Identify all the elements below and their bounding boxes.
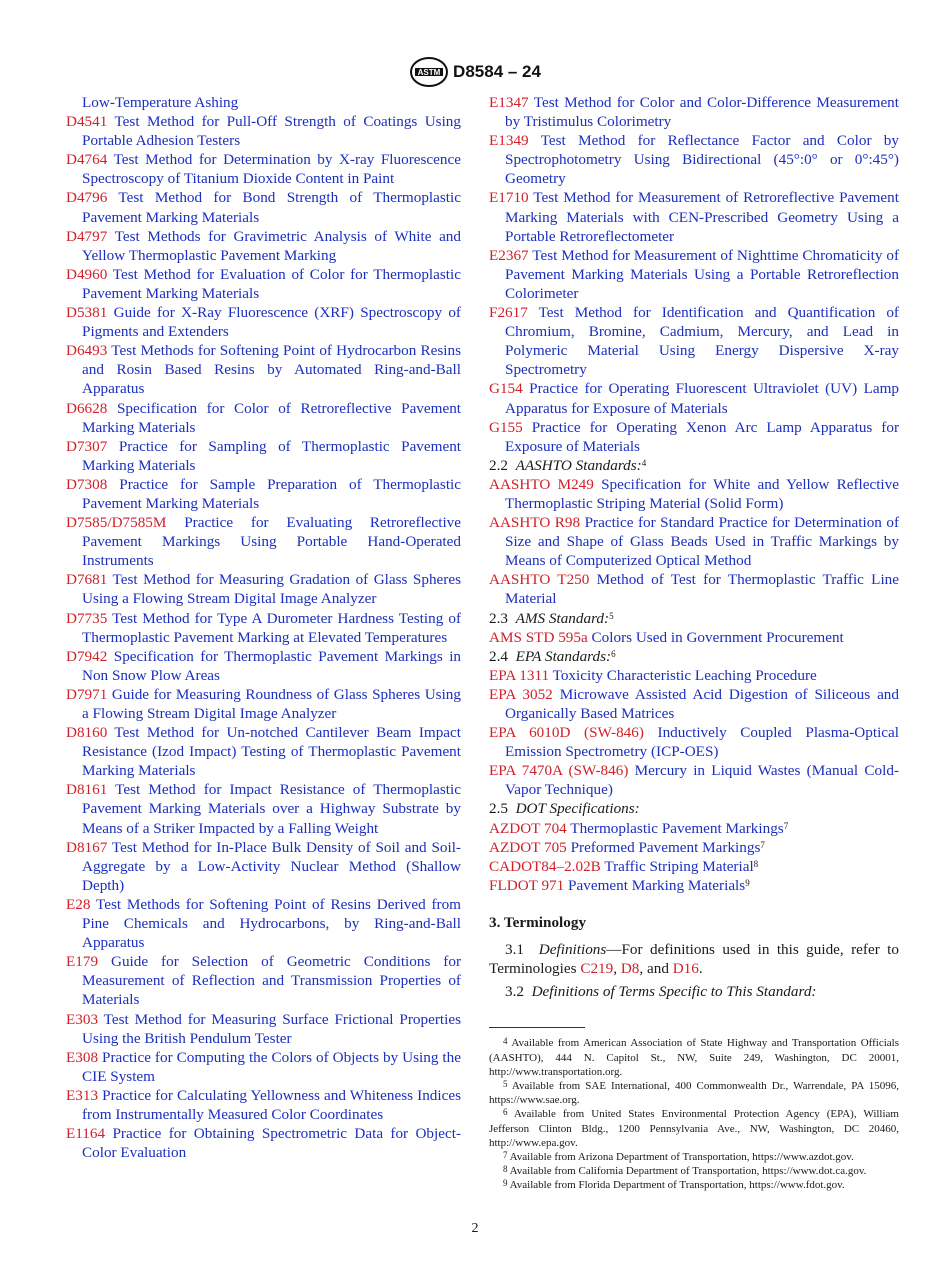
aashto-reference-list [489,475,899,609]
reference-title-link[interactable]: Inductively Coupled Plasma-Optical Emission Spectrometry (ICP-OES) [505,724,900,761]
reference-code-link[interactable]: D8160 [66,724,108,742]
reference-entry [489,475,899,513]
reference-code-link[interactable]: E308 [66,1048,99,1066]
reference-entry [489,666,899,685]
link-c219[interactable]: C219 [580,960,614,978]
reference-code-link[interactable]: AZDOT 705 [489,838,567,856]
reference-code-link[interactable]: E2367 [489,246,529,264]
reference-title-link[interactable]: Practice for Operating Fluorescent Ultraviolet (UV) Lamp Apparatus for Exposure of Materials [505,380,899,417]
reference-entry [489,838,899,857]
reference-title-link[interactable]: Test Method for Pull-Off Strength of Coatings Using Portable Adhesion Testers [82,113,461,150]
reference-title-link[interactable]: Test Method for Type A Durometer Hardness Testing of Thermoplastic Pavement Marking at Elevated Temperatures [82,609,461,646]
reference-code-link[interactable]: E1164 [66,1125,106,1143]
reference-title-link[interactable]: Test Method for Measurement of Nighttime Chromaticity of Pavement Marking Materials Using a Portable Retroreflection Colorimeter [505,246,899,302]
reference-entry [66,685,461,723]
footnote [489,1178,899,1192]
reference-code-link[interactable]: D4796 [66,189,108,207]
reference-title-link[interactable]: Traffic Striping Material [604,857,754,875]
reference-title-link[interactable]: Test Method for Measuring Gradation of Glass Spheres Using a Flowing Stream Digital Image Analyzer [82,571,461,608]
reference-code-link[interactable]: AZDOT 704 [489,819,567,837]
reference-code-link[interactable]: D4764 [66,151,108,169]
reference-entry [66,399,461,437]
reference-entry [66,838,461,895]
reference-code-link[interactable]: D5381 [66,304,108,322]
reference-entry [489,246,899,303]
reference-entry [66,895,461,952]
reference-code-link[interactable]: AMS STD 595a [489,628,588,646]
epa-reference-list [489,666,899,800]
reference-title-link[interactable]: Guide for Selection of Geometric Conditions for Measurement of Reflection and Transmission Properties of Materials [82,953,462,1009]
astm-reference-list [489,93,899,456]
reference-entry [489,628,899,647]
reference-title-link[interactable]: Colors Used in Government Procurement [591,628,844,646]
reference-title-link[interactable]: Test Method for Un-notched Cantilever Beam Impact Resistance (Izod Impact) Testing of Thermoplastic Pavement Marking Materials [82,724,461,780]
reference-entry [489,131,899,188]
reference-code-link[interactable]: FLDOT 971 [489,876,565,894]
footnote-text: Available from United States Environmental Protection Agency (EPA), William Jefferson Clinton Bldg., 1200 Pennsylvania Ave., NW, Washington, DC 20460, http://www.epa.gov. [489,1108,899,1149]
reference-title-link[interactable]: Mercury in Liquid Wastes (Manual Cold-Vapor Technique) [505,762,899,799]
footnote-number: 7 [503,1149,508,1160]
reference-title-link[interactable]: Test Methods for Gravimetric Analysis of White and Yellow Thermoplastic Pavement Marking [82,227,461,264]
reference-title-link[interactable]: Specification for Thermoplastic Pavement Markings in Non Snow Plow Areas [82,647,462,684]
reference-entry [66,265,461,303]
astm-logo-text: ASTM [417,68,441,77]
footnote-marker: 8 [753,858,759,869]
footnote-marker: 5 [609,610,614,621]
reference-code-link[interactable]: D7681 [66,571,108,589]
reference-entry [489,188,899,245]
reference-title-link[interactable]: Test Method for Bond Strength of Thermoplastic Pavement Marking Materials [82,189,461,226]
reference-entry [66,1048,461,1086]
reference-entry [489,723,899,761]
reference-title-link[interactable]: Test Method for Identification and Quantification of Chromium, Bromine, Cadmium, Mercury, and Lead in Polymeric Material Using Energy Dispersive X-ray Spectrometry [505,304,899,379]
reference-title-link[interactable]: Specification for Color of Retroreflective Pavement Marking Materials [82,399,462,436]
epa-heading: 2.4 EPA Standards:$^6$ [489,647,616,665]
reference-title-link[interactable]: Toxicity Characteristic Leaching Procedure [552,666,817,684]
section-heading-terminology: 3. Terminology [489,913,587,931]
right-column [489,93,899,1193]
footnote [489,1150,899,1164]
reference-title-link[interactable]: Specification for White and Yellow Reflective Thermoplastic Striping Material (Solid Form) [505,475,899,512]
reference-entry [66,952,461,1009]
reference-code-link[interactable]: D8167 [66,838,108,856]
reference-title-link[interactable]: Test Method for Measurement of Retroreflective Pavement Marking Materials with CEN-Prescribed Geometry Using a Portable Retroreflectometer [505,189,899,245]
left-reference-list [66,112,461,1162]
ams-heading: 2.3 AMS Standard:$^5$ [489,609,614,627]
page-header [0,56,950,88]
reference-entry [66,475,461,513]
reference-code-link[interactable]: D7585/D7585M [66,514,167,532]
footnote-divider [489,1027,585,1028]
reference-title-link[interactable]: Preformed Pavement Markings [570,838,761,856]
footnote-number: 9 [503,1178,508,1189]
reference-code-link[interactable]: E28 [66,895,91,913]
reference-code-link[interactable]: E1349 [489,132,529,150]
reference-entry [66,1086,461,1124]
footnote-text: Available from California Department of Transportation, https://www.dot.ca.gov. [509,1165,867,1178]
reference-code-link[interactable]: EPA 3052 [489,685,553,703]
link-d16[interactable]: D16 [672,960,699,978]
footnote-text: Available from American Association of State Highway and Transportation Officials (AASHTO), 444 N. Capitol St., NW, Suite 249, Washington, DC 20001, http://www.transportation.org. [489,1037,899,1078]
footnote-text: Available from Arizona Department of Transportation, https://www.azdot.gov. [509,1150,854,1163]
reference-title-link[interactable]: Guide for Measuring Roundness of Glass Spheres Using a Flowing Stream Digital Image Analyzer [82,685,461,722]
reference-entry [66,647,461,685]
reference-entry [66,188,461,226]
aashto-heading: 2.2 AASHTO Standards:$^4$ [489,456,647,474]
reference-title-link[interactable]: Practice for Sampling of Thermoplastic Pavement Marking Materials [82,437,462,474]
reference-code-link[interactable]: AASHTO M249 [489,475,594,493]
footnote-number: 5 [503,1078,508,1089]
reference-code-link[interactable]: D7308 [66,475,108,493]
reference-title-link[interactable]: Practice for Sample Preparation of Thermoplastic Pavement Marking Materials [82,475,462,512]
reference-title-link[interactable]: Guide for X-Ray Fluorescence (XRF) Spectroscopy of Pigments and Extenders [82,304,461,341]
reference-code-link[interactable]: D4797 [66,227,108,245]
reference-code-link[interactable]: D7942 [66,647,108,665]
reference-code-link[interactable]: AASHTO T250 [489,571,590,589]
reference-entry [66,723,461,780]
reference-code-link[interactable]: G154 [489,380,523,398]
reference-entry [66,1010,461,1048]
footnote-marker: 7 [783,820,789,831]
reference-code-link[interactable]: D7971 [66,685,108,703]
reference-entry [66,1124,461,1162]
reference-title-link[interactable]: Test Method for Impact Resistance of Thermoplastic Pavement Marking Materials over a Highway Substrate by Means of a Striker Impacted by a Falling Weight [82,781,461,837]
reference-entry [489,685,899,723]
page-number: 2 [471,1221,479,1236]
footnote [489,1164,899,1178]
reference-code-link[interactable]: D6628 [66,399,108,417]
reference-entry [489,876,899,895]
reference-title-link[interactable]: Test Method for Determination by X-ray Fluorescence Spectroscopy of Titanium Dioxide Content in Paint [82,151,461,188]
reference-code-link[interactable]: D8161 [66,781,108,799]
reference-entry [489,761,899,799]
reference-code-link[interactable]: F2617 [489,304,528,322]
reference-title-link[interactable]: Practice for Calculating Yellowness and Whiteness Indices from Instrumentally Measured Color Coordinates [82,1086,461,1123]
reference-title-link[interactable]: Test Methods for Softening Point of Resins Derived from Pine Chemicals and Hydrocarbons, by Ring-and-Ball Apparatus [82,895,461,952]
footnote-marker: 6 [611,648,616,659]
footnote-marker: 4 [641,457,647,468]
reference-title-link[interactable]: Practice for Standard Practice for Determination of Size and Shape of Glass Beads Used in Traffic Markings by Means of Computerized Optical Method [505,514,900,570]
footnote-number: 6 [503,1107,508,1118]
reference-code-link[interactable]: AASHTO R98 [489,514,581,532]
footnote-number: 8 [503,1164,508,1175]
reference-title-link[interactable]: Thermoplastic Pavement Markings [570,819,784,837]
reference-code-link[interactable]: E1710 [489,189,529,207]
reference-entry [66,341,461,398]
footnote-marker: 9 [745,877,750,888]
reference-title-link[interactable]: Test Method for Color and Color-Difference Measurement by Tristimulus Colorimetry [505,94,899,131]
reference-entry [66,570,461,608]
paragraph-3-2: 3.2 Definitions of Terms Specific to This Standard: [505,983,817,1001]
reference-entry [66,780,461,837]
reference-title-link[interactable]: Practice for Computing the Colors of Objects by Using the CIE System [82,1048,461,1085]
reference-code-link[interactable]: G155 [489,418,523,436]
reference-entry [66,437,461,475]
left-column [66,93,461,1162]
reference-code-link[interactable]: D6493 [66,342,108,360]
reference-entry [489,418,899,456]
reference-code-link[interactable]: D7307 [66,437,108,455]
reference-title-link[interactable]: Test Method for In-Place Bulk Density of Soil and Soil-Aggregate by a Low-Activity Nuclear Method (Shallow Depth) [82,838,461,894]
reference-title-link[interactable]: Pavement Marking Materials [568,876,746,894]
reference-entry [489,857,899,876]
reference-code-link[interactable]: EPA 6010D (SW-846) [489,724,644,742]
reference-code-link[interactable]: EPA 1311 [489,666,550,684]
reference-entry [66,150,461,188]
reference-entry [66,303,461,341]
document-id: D8584 – 24 [453,62,541,81]
reference-entry [489,379,899,417]
reference-title-link[interactable]: Test Method for Evaluation of Color for Thermoplastic Pavement Marking Materials [82,265,461,302]
reference-code-link[interactable]: D7735 [66,609,108,627]
footnote [489,1079,899,1107]
reference-entry [489,570,899,608]
reference-code-link[interactable]: CADOT84–2.02B [489,857,601,875]
reference-entry [66,513,461,570]
reference-code-link[interactable]: E313 [66,1086,99,1104]
continued-reference: Low-Temperature Ashing [82,94,239,111]
reference-entry [489,303,899,379]
reference-title-link[interactable]: Microwave Assisted Acid Digestion of Siliceous and Organically Based Matrices [505,685,899,722]
reference-entry [66,609,461,647]
dot-reference-list [489,819,899,895]
reference-title-link[interactable]: Practice for Evaluating Retroreflective Pavement Markings Using Portable Hand-Operated Instruments [82,514,462,570]
link-d8[interactable]: D8 [620,960,640,978]
reference-title-link[interactable]: Practice for Operating Xenon Arc Lamp Apparatus for Exposure of Materials [505,418,900,455]
reference-title-link[interactable]: Method of Test for Thermoplastic Traffic Line Material [505,571,899,608]
reference-title-link[interactable]: Test Method for Reflectance Factor and Color by Spectrophotometry Using Bidirectional (45°:0° or 0°:45°) Geometry [505,132,899,188]
ams-reference-list [489,628,899,647]
footnote [489,1036,899,1079]
astm-logo-icon [409,56,449,88]
reference-title-link[interactable]: Test Method for Measuring Surface Frictional Properties Using the British Pendulum Tester [82,1010,461,1047]
reference-entry [489,93,899,131]
reference-entry [66,227,461,265]
footnotes [489,1036,899,1192]
footnote-number: 4 [503,1036,508,1047]
dot-heading: 2.5 DOT Specifications: [489,800,640,818]
reference-code-link[interactable]: E303 [66,1010,99,1028]
footnote-text: Available from Florida Department of Transportation, https://www.fdot.gov. [509,1179,845,1192]
reference-code-link[interactable]: E179 [66,953,99,971]
reference-title-link[interactable]: Practice for Obtaining Spectrometric Data for Object-Color Evaluation [82,1125,462,1162]
reference-title-link[interactable]: Test Methods for Softening Point of Hydrocarbon Resins and Rosin Based Resins by Automated Ring-and-Ball Apparatus [82,342,461,398]
reference-entry [489,513,899,570]
reference-entry [489,819,899,838]
paragraph-3-1: 3.1 Definitions—For definitions used in this guide, refer to Terminologies C219, D8, and D16. [489,941,899,978]
reference-code-link[interactable]: D4960 [66,265,108,283]
footnote-text: Available from SAE International, 400 Commonwealth Dr., Warrendale, PA 15096, https://www.sae.org. [489,1079,899,1107]
reference-entry [66,112,461,150]
footnote-marker: 7 [760,839,765,850]
reference-code-link[interactable]: E1347 [489,94,529,111]
reference-code-link[interactable]: D4541 [66,113,108,131]
footnote [489,1107,899,1150]
reference-code-link[interactable]: EPA 7470A (SW-846) [489,762,629,780]
